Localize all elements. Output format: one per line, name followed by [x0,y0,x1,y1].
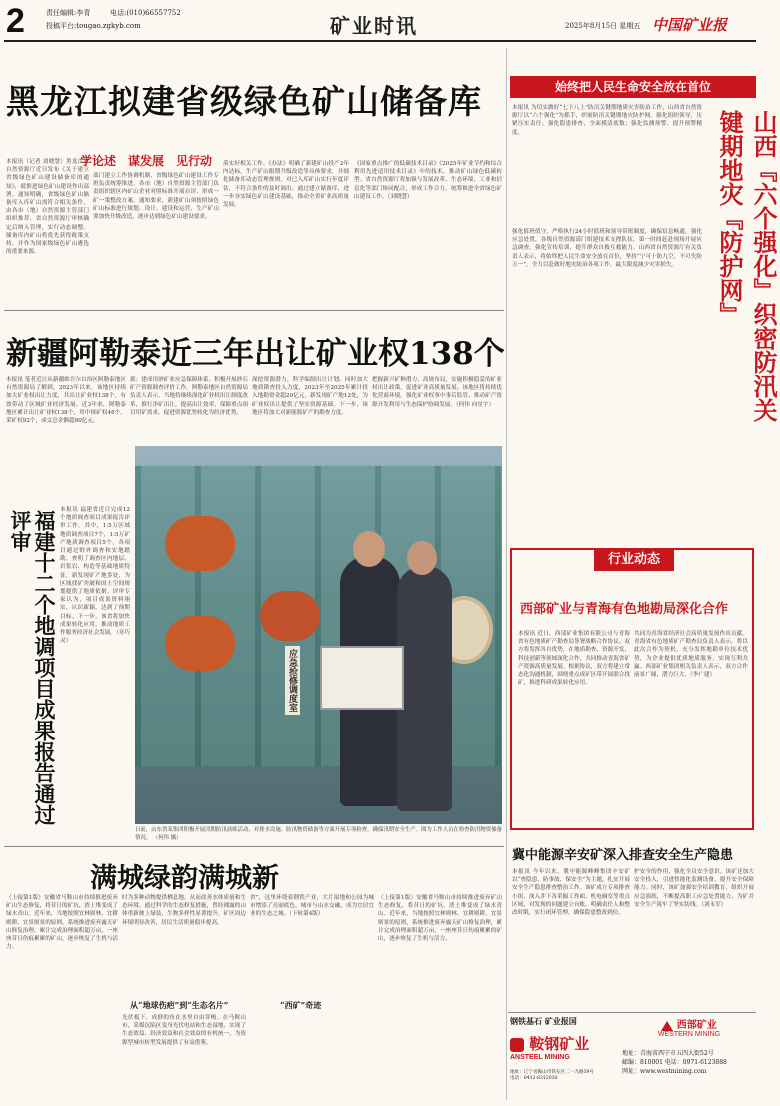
ad3-brand-en: WESTERN MINING [657,1031,721,1038]
article1-headline: 黑龙江拟建省级绿色矿山储备库 [6,82,482,121]
article4-col2b: 光伏板下，成群的鱼在水里自由穿梭。在马鞍山市，采煤沉陷区变身光伏电站和生态湿地，实现了生态效益、经济效益和社会效益的有机统一，为资源型城市转型发展提供了有益借鉴。 [122,1015,246,1046]
equipment-red-2 [165,616,235,671]
article1-col4: 《国家重点推广的低碳技术目录》《2025年矿业节约和综合利用先进适用技术目录》中的技术，推动矿山绿色低碳转型。省自然资源厅将加强与发展改革、生态环境、工业和信息化等部门协同配合，形成工作合力，统筹推进全省绿色矿山建设工作。（刘晓慧） [354,161,502,200]
article3-text: 本报讯 福建省近日完成12个地质调查项目成果报告评审工作。其中，1:5万区域地质调查项目7个，1:5万矿产地质调查项目5个。各项目通过野外调查和实地踏勘，查明了调查区内地层、岩浆岩、构造等基础地质特征，新发现矿产地多处，为区域找矿突破和国土空间规划提供了地质依据。评审专家认为，项目成果资料翔实，认识新颖，达到了预期目标。下一步，该省将加快成果转化应用，推动地质工作服务经济社会发展。（章巧灵） [60,507,130,645]
page-header [0,0,760,40]
ad2-address: 地址：辽宁省鞍山市铁东区二一九路39号 [510,1070,594,1075]
rightcol-text-top: 本报讯 为切实做好“七下八上”防汛关键期地质灾害防治工作，山西省自然资源厅以“六个强化”为抓手，织密防汛关键期地灾防护网。强化组织领导，压紧压实责任；强化隐患排查，全面摸清底数；强化监测预警，提升预警精度。 [512,105,702,136]
article1-col1: 本报讯（记者 刘晓慧）黑龙江省自然资源厅近日发布《关于建立省级绿色矿山建设储备库的通知》，就推进绿色矿山建设作出部署。通知明确，省级绿色矿山储备库入库矿山需符合相关条件，由各市（地）自然资源主管部门组织推荐，省自然资源厅审核确定后纳入管理，实行动态调整。储备库内矿山将优先获得政策支持，并作为国家级绿色矿山遴选的重要来源。 [6,159,89,256]
equipment-red-3 [260,591,320,641]
person-head-2 [407,541,437,575]
article4-col3-main: 省”，这里环绕着钢铁产业，大片湿地和公园为城市增添了亮丽底色，城市与山水交融，成为宜居宜业的生态之城。（下转第4版） [250,895,374,918]
right-banner [510,76,756,98]
divider-1 [4,310,504,311]
issue-date: 2025年8月15日 星期五 [565,22,641,30]
article1-col2: 部门建立工作协调机制，省级绿色矿山建设工作专班负责统筹推进，各市（地）自然资源主管部门负责组织辖区内矿山企业对照标准开展自评，形成一矿一策整改方案。通知要求，新建矿山须按照绿色矿山标准进行规划、设计、建设和运营，生产矿山要加快升级改造，逐步达到绿色矿山建设要求。 [93,173,219,221]
industry-col2: 共同为青海省经济社会高质量发展作出贡献。青海省有色地质矿产勘查局负责人表示，将以此次合作为契机，充分发挥地勘单位技术优势，为企业提供优质地质服务，实现互利共赢。西部矿业集团相关负责人表示，双方合作前景广阔，潜力巨大。（李广建） [634,631,748,679]
article2-headline: 新疆阿勒泰近三年出让矿业权138个 [6,336,505,372]
person-head-1 [353,531,385,567]
article4-col4: （上接第1版）安徽省马鞍山市持续推进废弃矿山生态修复，将昔日的矿坑、渣土堆变成了绿水青山。近年来，当地按照宜林则林、宜耕则耕、宜景则景的原则，系统推进废弃露天矿山修复治理，累计完成治理面积超万亩，一座座昔日伤痕累累的矿山，逐步恢复了生机与活力。 [378,895,502,943]
ad3-phone: 邮编：810001 电话：0971-6123888 [622,1059,727,1066]
masthead-logo: 中国矿业报 [652,16,728,34]
section-title: 矿业时讯 [330,14,418,38]
email-info: 投稿平台:tougao.zgkyb.com [46,22,141,30]
article1-col3: 落实好相关工作。《办法》明确了新建矿山投产2年内达标，生产矿山限期升级改造等具体要求，并细化储备库动态管理规则。对已入库矿山实行年度评估，不符合条件的及时调出。通过建立储备库，进一步夯实绿色矿山建设基础，推动全省矿业高质量发展。 [223,161,349,209]
ads-divider [508,1012,756,1013]
ansteel-logo-icon [510,1038,524,1052]
article4-subhead2: “西矿”奇迹 [280,1000,322,1010]
ad-ansteel [510,1016,618,1102]
article1-subhead: 学论述 谋发展 见行动 [80,154,213,168]
industry-col1: 本报讯 近日，西部矿业集团有限公司与青海省有色地质矿产勘查局签署战略合作协议。双方将发挥各自优势，在地质勘查、资源开发、科技创新等领域深化合作，共同推动青海省矿产资源高质量发展。根据协议，双方将建立常态化沟通机制，围绕重点成矿区带开展联合找矿，推进科研成果转化应用。 [518,631,630,687]
equipment-red-1 [165,516,235,571]
ad1-brand [510,1033,618,1054]
industry-headline: 西部矿业与青海有色地勘局深化合作 [520,602,729,617]
article4-headline: 满城绿韵满城新 [90,863,279,894]
industry-label: 行业动态 [594,549,674,571]
industry-box [510,548,754,830]
article2-col2: 源；建成用砂矿业应急保障体系，积极开展砂石矿产资源调查评价工作。阿勒泰地区自然资源局负责人表示，当地将继续深化矿业权出让制度改革，推行净矿出让，提高出让效率，保障重点项目用矿需求，促进资源优势转化为经济优势。 [130,377,248,416]
article2-col1: 本报讯 笔者近日从新疆维吾尔自治区阿勒泰地区自然资源局了解到，2023年以来，该地区持续加大矿业权出让力度，共出让矿业权138个，有效带动了区域矿业经济发展。近3年来，阿勒泰地区累计出让矿业权138个，其中探矿权46个、采矿权92个，成交总金额超80亿元。 [6,377,126,425]
right-banner-text: 始终把人民生命安全放在首位 [554,80,711,94]
column-divider [506,48,507,1100]
article5-col2: 护安全的作用，强化全员安全意识。该矿还加大安全投入，引进智能化监测设备，提升安全保障能力。同时，该矿加强安全培训教育，组织开展应急演练，不断提高职工应急处置能力，为矿井安全生产筑牢了坚实防线。（刘永军） [634,869,754,908]
article4-col1: （上接第1版）安徽省马鞍山市持续推进废弃矿山生态修复，将昔日的矿坑、渣土堆变成了绿水青山。近年来，当地按照宜林则林、宜耕则耕、宜景则景的原则，系统推进废弃露天矿山修复治理，累计完成治理面积超万亩，一座座昔日伤痕累累的矿山，逐步恢复了生机与活力。 [6,895,118,951]
divider-2 [4,846,504,847]
phone-info: 电话:(010)66557752 [110,9,181,17]
article4-col2: 时为多种动物提供栖息地，从而改善水体质量和生态环境。通过科学的生态修复措施，曾经裸露的山体重新披上绿装，生物多样性显著提升，矿区周边环境明显改善，居民生活质量稳步提高。 [122,895,246,926]
article2-col3: 深挖资源潜力，科学编制出让计划。同时加大地质勘查投入力度，2023年至2025年累计投入地勘资金超20亿元，新发现矿产地12处，为矿业权出让提供了坚实资源基础。下一步，该地区将加大对新能源矿产的勘查力度。 [252,377,368,416]
ad3-address: 地址：青海省西宁市五四大街52号 [622,1050,714,1057]
ad3-web: 网址：www.westmining.com [622,1068,707,1075]
ad1-brand-en: ANSTEEL MINING [510,1054,570,1061]
article3-vertical-title: 福建十二个地调项目成果报告通过评审 [8,510,57,825]
article5-headline: 冀中能源辛安矿深入排查安全生产隐患 [512,848,734,863]
photo-caption: 日前，山东省某集团积极开展汛期防汛演练活动，对排水设施、防汛物资储备等方面开展专项检查，确保汛期安全生产。图为工作人员在检查防汛物资储备情况。 （何伟 摄） [135,827,502,841]
ad3-brand [622,1016,756,1031]
rightcol-text-main: 强化值班值守，严格执行24小时值班和领导带班制度，确保信息畅通。强化应急处置，各级自然资源部门组建技术支撑队伍，第一时间赶赴现场开展应急调查。强化宣传培训，提升群众自救互救能力。山西省自然资源厅有关负责人表示，将始终把人民生命安全放在首位，坚持“宁可十防九空，不可失防万一”，全力以赴做好地灾防治各项工作，最大限度减少灾害损失。 [512,229,702,268]
notice-board [320,646,404,710]
news-photo [135,446,502,824]
ad2-phone: 电话：0412-8312030 [510,1076,558,1081]
page-number: 2 [6,2,25,40]
header-rule [4,40,756,42]
editor-info: 责任编辑:李青 [46,9,91,17]
rightcol-vertical-title: 山西『六个强化』织密防汛关键期地灾『防护网』 [715,110,778,422]
article5-col1: 本报讯 今年以来，冀中能源峰峰集团辛安矿以“查隐患、防事故、保安全”为主题，扎实开展安全生产隐患排查整治工作。该矿成立专项排查小组，深入井下各采掘工作面、机电硐室等重点区域，对发现的问题建立台账，明确责任人和整改时限，实行闭环管理，确保隐患整改到位。 [512,869,630,917]
sign-text: 应急抢修调度室 [285,646,300,715]
person-2 [397,566,452,811]
western-mining-logo-icon [661,1021,673,1031]
ad1-title: 钢铁基石 矿业报国 [510,1016,577,1026]
ad-western-mining [622,1016,756,1102]
ad3-brand-text: 西部矿业 [676,1020,717,1031]
ad1-brand-text: 鞍钢矿业 [529,1035,590,1053]
article2-col4: 把握新兴矿种潜力，高规布局，实施积极稳妥的矿业权出让政策，促进矿业高质量发展。该地区将持续优化营商环境，强化矿业权事中事后监管，推动矿产资源开发利用与生态保护协调发展。（何伟 向星宇） [372,377,502,408]
article4-subhead1: 从“地球伤疤”到“生态名片” [130,1000,229,1010]
